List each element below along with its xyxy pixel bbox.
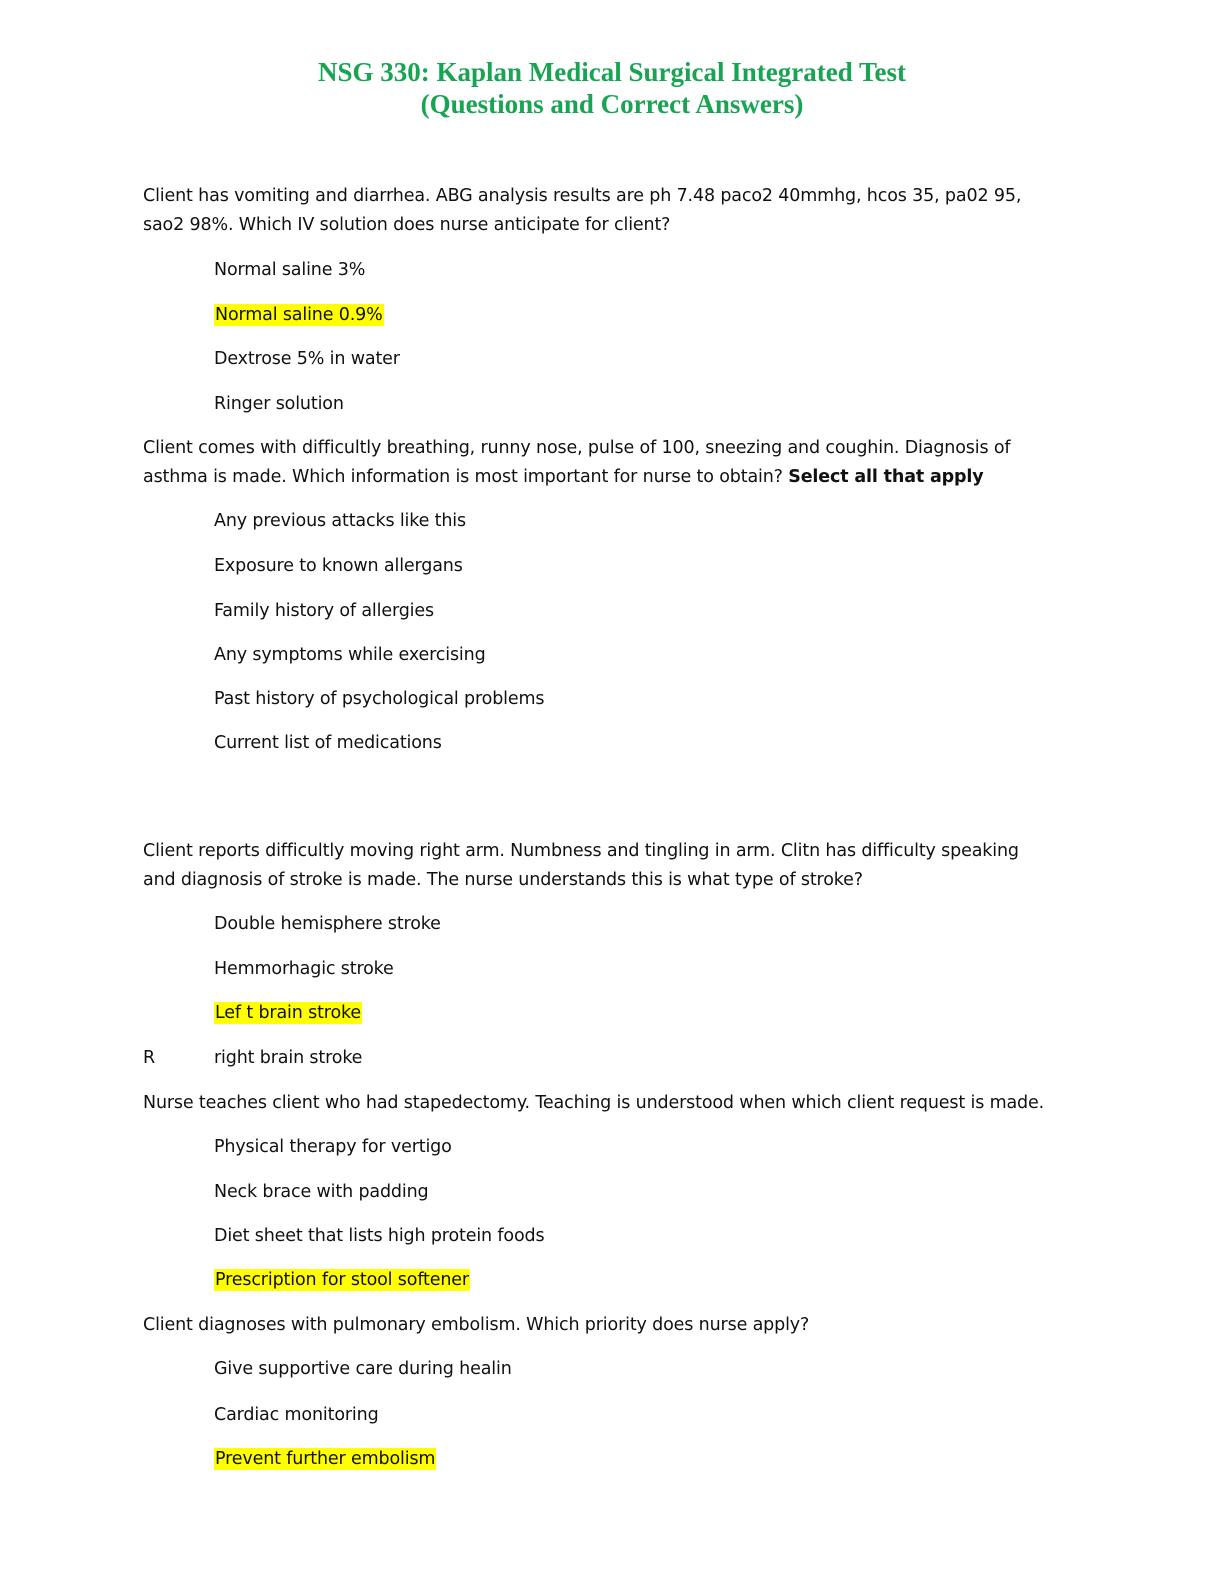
question-4-option-3: Diet sheet that lists high protein foods (214, 1226, 545, 1246)
question-1-option-3: Dextrose 5% in water (214, 349, 400, 369)
question-2-text-cont: asthma is made. Which information is most important for nurse to obtain? Select all that apply (143, 467, 984, 487)
question-3-option-4: right brain stroke (214, 1048, 363, 1068)
highlight: Normal saline 0.9% (215, 305, 383, 325)
question-1-option-1: Normal saline 3% (214, 260, 366, 280)
question-4-option-1: Physical therapy for vertigo (214, 1137, 452, 1157)
question-2-text: Client comes with difficultly breathing, runny nose, pulse of 100, sneezing and coughin. Diagnosis of (143, 438, 1011, 458)
highlight: Prescription for stool softener (215, 1270, 469, 1290)
question-2-option-6: Current list of medications (214, 733, 442, 753)
question-4-text: Nurse teaches client who had stapedectomy. Teaching is understood when which client request is made. (143, 1093, 1045, 1113)
question-3-text: Client reports difficultly moving right arm. Numbness and tingling in arm. Clitn has difficulty speaking (143, 841, 1019, 861)
question-3-option-1: Double hemisphere stroke (214, 914, 441, 934)
question-2-option-4: Any symptoms while exercising (214, 645, 486, 665)
question-5-option-3-correct (214, 1445, 436, 1474)
question-2-option-2: Exposure to known allergans (214, 556, 463, 576)
question-1-option-4: Ringer solution (214, 394, 344, 414)
question-5-option-1: Give supportive care during healin (214, 1359, 512, 1379)
question-2-option-5: Past history of psychological problems (214, 689, 545, 709)
question-3-text-cont: and diagnosis of stroke is made. The nurse understands this is what type of stroke? (143, 870, 863, 890)
question-2-option-1: Any previous attacks like this (214, 511, 466, 531)
select-all-note: Select all that apply (788, 467, 984, 487)
highlight: Prevent further embolism (215, 1449, 436, 1469)
highlight: Lef t brain stroke (215, 1003, 361, 1023)
question-2-option-3: Family history of allergies (214, 601, 434, 621)
question-3-option-3-correct (214, 999, 362, 1028)
question-3-option-4-marker: R (143, 1048, 156, 1068)
question-4-option-4-correct (214, 1266, 470, 1295)
question-5-text: Client diagnoses with pulmonary embolism. Which priority does nurse apply? (143, 1315, 810, 1335)
question-1-text-cont: sao2 98%. Which IV solution does nurse anticipate for client? (143, 215, 671, 235)
question-4-option-2: Neck brace with padding (214, 1182, 429, 1202)
question-1-text: Client has vomiting and diarrhea. ABG analysis results are ph 7.48 paco2 40mmhg, hcos 35, pa02 95, (143, 186, 1022, 206)
question-1-option-2-correct (214, 301, 384, 330)
document-subtitle: (Questions and Correct Answers) (420, 89, 804, 119)
question-3-option-2: Hemmorhagic stroke (214, 959, 394, 979)
question-5-option-2: Cardiac monitoring (214, 1405, 379, 1425)
document-title: NSG 330: Kaplan Medical Surgical Integrated Test (317, 57, 906, 87)
